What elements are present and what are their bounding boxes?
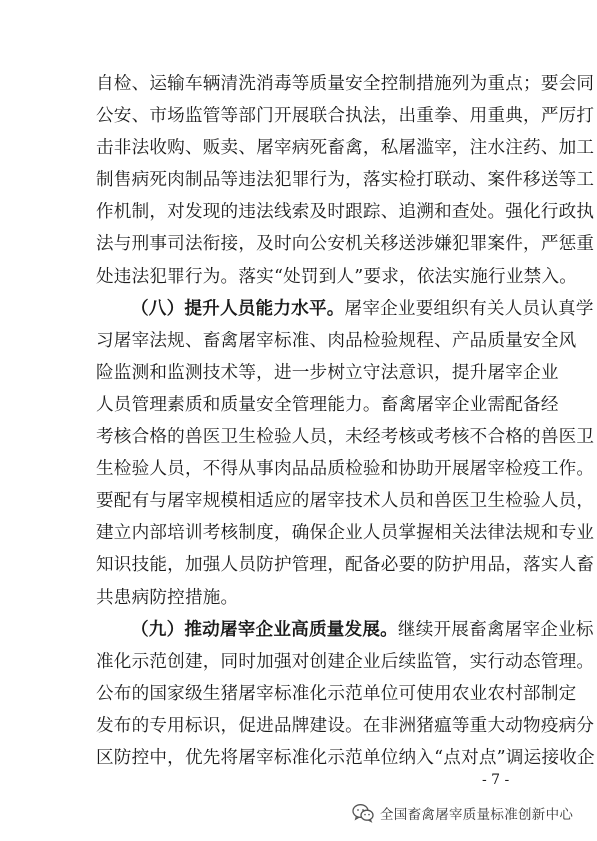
wechat-watermark bbox=[352, 803, 573, 823]
section-heading: （八）提升人员能力水平。 bbox=[131, 297, 345, 319]
page-number: - 7 - bbox=[482, 772, 510, 788]
text-line: 公安、市场监管等部门开展联合执法，出重拳、用重典，严厉打 bbox=[96, 106, 595, 127]
text-line: 法与刑事司法衔接，及时向公安机关移送涉嫌犯罪案件，严惩重 bbox=[96, 234, 595, 255]
text-line: 自检、运输车辆清洗消毒等质量安全控制措施列为重点；要会同 bbox=[96, 74, 595, 94]
section-heading: （九）推动屠宰企业高质量发展。 bbox=[131, 618, 398, 640]
text-line: 制售病死肉制品等违法犯罪行为，落实检打联动、案件移送等工 bbox=[96, 170, 595, 191]
text-line: 习屠宰法规、畜禽屠宰标准、肉品检验规程、产品质量安全风 bbox=[96, 330, 577, 351]
text-line: 区防控中，优先将屠宰标准化示范单位纳入“点对点”调运接收企 bbox=[96, 747, 595, 768]
text-line: 险监测和监测技术等，进一步树立守法意识，提升屠宰企业 bbox=[96, 362, 559, 383]
text-line: 作机制，对发现的违法线索及时跟踪、追溯和查处。强化行政执 bbox=[96, 202, 595, 223]
section-body: 继续开展畜禽屠宰企业标 bbox=[397, 619, 594, 640]
text-line: 击非法收购、贩卖、屠宰病死畜禽，私屠滥宰，注水注药、加工 bbox=[96, 138, 595, 159]
text-line: 准化示范创建，同时加强对创建企业后续监管，实行动态管理。 bbox=[96, 651, 595, 672]
text-line: 考核合格的兽医卫生检验人员，未经考核或考核不合格的兽医卫 bbox=[96, 427, 595, 448]
wechat-icon bbox=[352, 803, 374, 823]
watermark-text: 全国畜禽屠宰质量标准创新中心 bbox=[380, 807, 574, 823]
section-body: 屠宰企业要组织有关人员认真学 bbox=[344, 298, 594, 319]
text-line: 处违法犯罪行为。落实“处罚到人”要求，依法实施行业禁入。 bbox=[96, 266, 578, 287]
text-line: 共患病防控措施。 bbox=[96, 587, 239, 608]
text-line: 发布的专用标识，促进品牌建设。在非洲猪瘟等重大动物疫病分 bbox=[96, 715, 595, 736]
text-line: 生检验人员，不得从事肉品品质检验和协助开展屠宰检疫工作。 bbox=[96, 459, 595, 480]
text-line: 建立内部培训考核制度，确保企业人员掌握相关法律法规和专业 bbox=[96, 523, 595, 544]
body-text bbox=[96, 68, 595, 774]
text-line: 人员管理素质和质量安全管理能力。畜禽屠宰企业需配备经 bbox=[96, 394, 559, 415]
text-line: 公布的国家级生猪屠宰标准化示范单位可使用农业农村部制定 bbox=[96, 683, 577, 704]
section-heading-line bbox=[96, 293, 594, 325]
text-line: 知识技能，加强人员防护管理，配备必要的防护用品，落实人畜 bbox=[96, 555, 595, 576]
section-heading-line bbox=[96, 614, 594, 646]
text-line: 要配有与屠宰规模相适应的屠宰技术人员和兽医卫生检验人员， bbox=[96, 491, 595, 512]
